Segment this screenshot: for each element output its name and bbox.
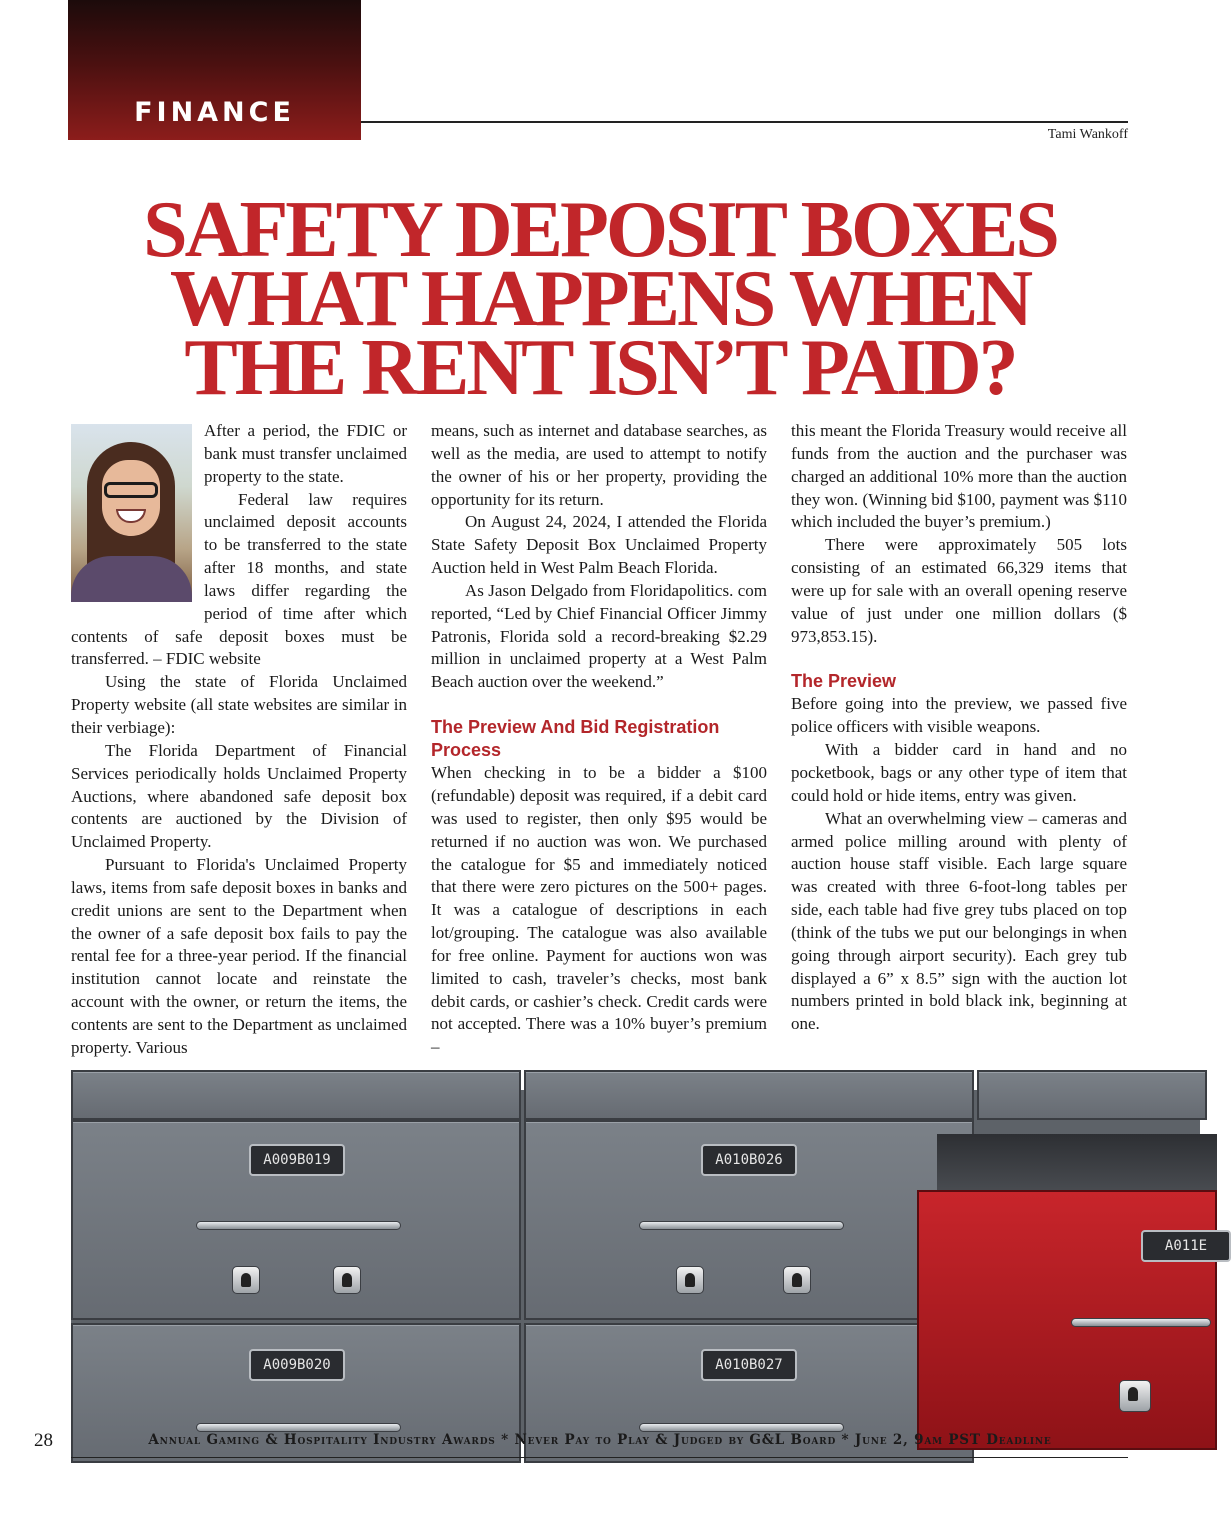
paragraph: What an overwhelming view – cameras and armed police milling around with plenty of auction house staff visible. Each large square was created with three 6-foot-long tables per side, each table had five grey tubs placed on top (think of the tubs we put our belongings in when going through airport security). Each grey tub displayed a 6” x 8.5” sign with the auction lot numbers printed in bold black ink, beginning at one. (791, 808, 1127, 1034)
paragraph: Before going into the preview, we passed five police officers with visible weapons. (791, 694, 1127, 737)
keyhole-icon (333, 1266, 361, 1294)
lot-plate: A011E (1141, 1230, 1231, 1262)
footer-rule (71, 1457, 1128, 1458)
paragraph: means, such as internet and database searches, as well as the media, are used to attempt to notify the owner of his or her property, providing the opportunity for its return. (431, 421, 767, 509)
keyhole-icon (676, 1266, 704, 1294)
section-tab (68, 0, 361, 140)
header-rule (361, 121, 1128, 123)
headline (40, 186, 1160, 412)
footer-banner: Annual Gaming & Hospitality Industry Awards * Never Pay to Play & Judged by G&L Board * June 2, 9am PST Deadline (148, 1432, 1052, 1448)
safe-deposit-boxes-photo (71, 1090, 1208, 1440)
box-handle (639, 1423, 844, 1432)
page-number: 28 (34, 1430, 53, 1451)
keyhole-icon (1119, 1380, 1151, 1412)
lot-plate: A009B020 (249, 1349, 345, 1381)
headline-line-3: THE RENT ISN’T PAID? (184, 324, 1016, 412)
deposit-box (71, 1070, 521, 1120)
deposit-box (524, 1070, 974, 1120)
subheading-preview-registration: The Preview And Bid Registration Process (431, 717, 720, 761)
keyhole-icon (783, 1266, 811, 1294)
byline: Tami Wankoff (1047, 127, 1128, 142)
keyhole-icon (232, 1266, 260, 1294)
paragraph: After a period, the FDIC or bank must transfer unclaimed property to the state. (204, 421, 407, 486)
paragraph: On August 24, 2024, I attended the Florida State Safety Deposit Box Unclaimed Property Auction held in West Palm Beach Florida. (431, 512, 767, 578)
box-handle (1071, 1318, 1211, 1327)
article-column-1 (71, 420, 407, 1060)
lot-plate: A010B026 (701, 1144, 797, 1176)
paragraph: The Florida Department of Financial Services periodically holds Unclaimed Property Auctions, where abandoned safe deposit box contents are auctioned by the Division of Unclaimed Property. (71, 740, 407, 852)
box-handle (639, 1221, 844, 1230)
paragraph: this meant the Florida Treasury would receive all funds from the auction and the purchaser was charged an additional 10% more than the auction they won. (Winning bid $100, payment was $110 which included the buyer’s premium.) (791, 421, 1127, 532)
paragraph: As Jason Delgado from Floridapolitics. com reported, “Led by Chief Financial Officer Jimmy Patronis, Florida sold a record-breaking $2.29 million in unclaimed property at a West Palm Beach auction over the weekend.” (431, 580, 767, 692)
article-column-2 (431, 420, 767, 1059)
author-photo (71, 424, 192, 602)
open-drawer-interior (937, 1134, 1217, 1194)
lot-plate: A010B027 (701, 1349, 797, 1381)
paragraph: Using the state of Florida Unclaimed Property website (all state websites are similar in their verbiage): (71, 672, 407, 737)
headline-line-1: SAFETY DEPOSIT BOXES (143, 186, 1057, 274)
paragraph: Federal law requires unclaimed deposit accounts to be transferred to the state after 18 months, and state laws differ regarding the period of time after which contents of safe deposit boxes must be transferred. – FDIC website (71, 489, 407, 669)
headline-line-2: WHAT HAPPENS WHEN (169, 255, 1031, 343)
lot-plate: A009B019 (249, 1144, 345, 1176)
deposit-box (977, 1070, 1207, 1120)
paragraph: Pursuant to Florida's Unclaimed Property laws, items from safe deposit boxes in banks and credit unions are sent to the Department when the owner of a safe deposit box fails to pay the rental fee for a three-year period. If the financial institution cannot locate and reinstate the account with the owner, or return the items, the contents are sent to the Department as unclaimed property. Various (71, 855, 407, 1057)
section-label: FINANCE (134, 97, 295, 128)
article-column-3 (791, 420, 1127, 1036)
paragraph: When checking in to be a bidder a $100 (refundable) deposit was required, if a debit card was used to register, then only $95 would be returned if no auction was won. We purchased the catalogue for $5 and immediately noticed that there were zero pictures on the 500+ pages. It was a catalogue of descriptions in each lot/grouping. The catalogue was also available for free online. Payment for auctions won was limited to cash, traveler’s checks, most bank debit cards, or cashier’s check. Credit cards were not accepted. There was a 10% buyer’s premium – (431, 763, 767, 1057)
subheading-preview: The Preview (791, 671, 897, 692)
paragraph: There were approximately 505 lots consisting of an estimated 66,329 items that were up for sale with an overall opening reserve value of just under one million dollars ($ 973,853.15). (791, 535, 1127, 646)
paragraph: With a bidder card in hand and no pocketbook, bags or any other type of item that could hold or hide items, entry was given. (791, 740, 1127, 805)
box-handle (196, 1221, 401, 1230)
box-handle (196, 1423, 401, 1432)
